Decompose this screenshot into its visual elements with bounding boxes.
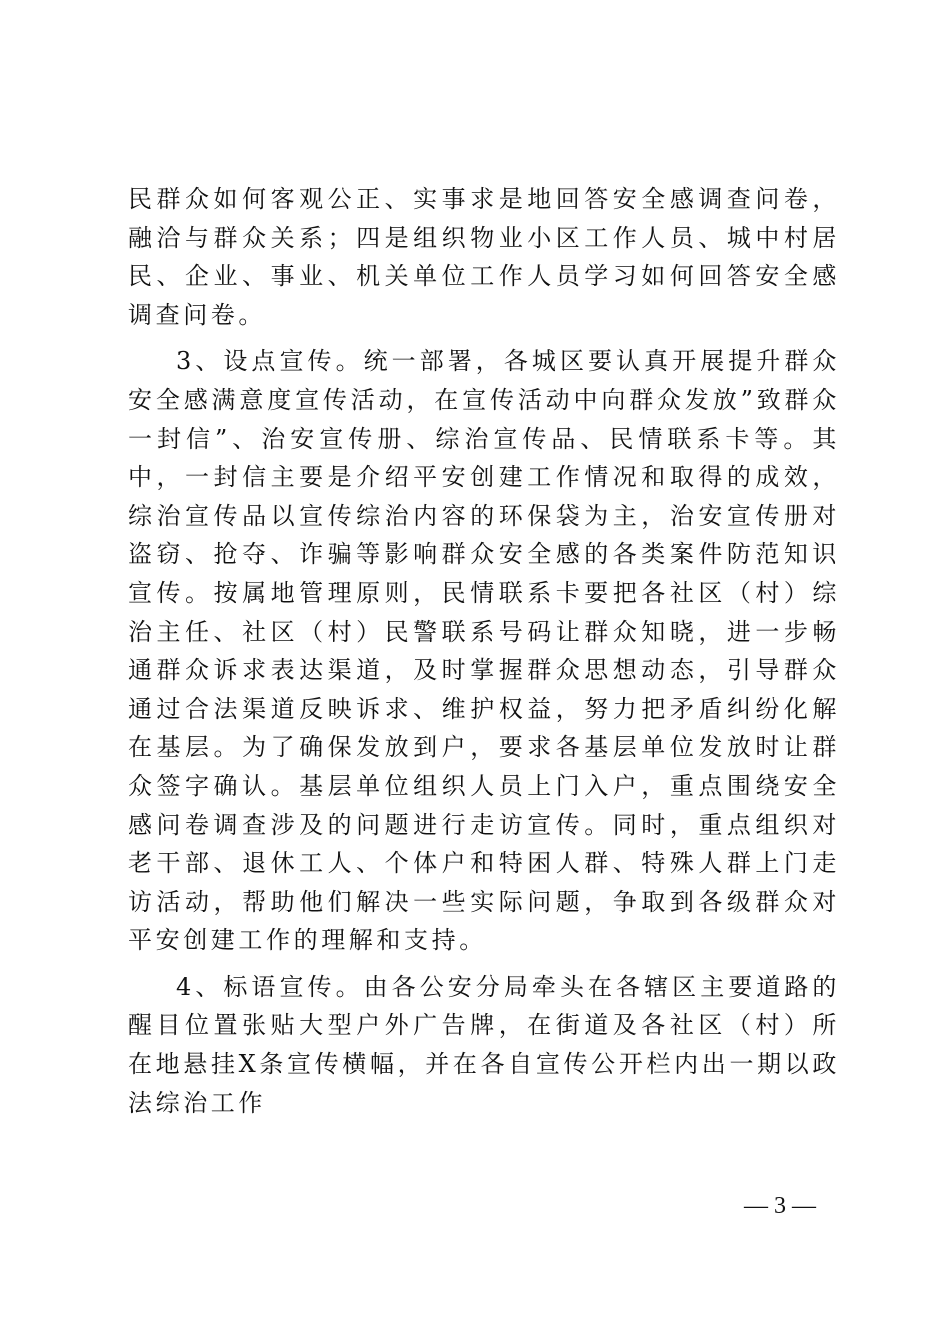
page-number: — 3 — — [744, 1193, 816, 1219]
paragraph-continuation: 民群众如何客观公正、实事求是地回答安全感调查问卷，融洽与群众关系；四是组织物业小区工作人员、城中村居民、企业、事业、机关单位工作人员学习如何回答安全感调查问卷。 — [128, 185, 840, 329]
document-body — [128, 180, 840, 1122]
paragraph-item-4: 4、标语宣传。由各公安分局牵头在各辖区主要道路的醒目位置张贴大型户外广告牌，在街道及各社区（村）所在地悬挂X条宣传横幅，并在各自宣传公开栏内出一期以政法综治工作 — [128, 972, 840, 1117]
paragraph-item-3: 3、设点宣传。统一部署，各城区要认真开展提升群众安全感满意度宣传活动，在宣传活动中向群众发放”致群众一封信”、治安宣传册、综治宣传品、民情联系卡等。其中，一封信主要是介绍平安创建工作情况和取得的成效，综治宣传品以宣传综治内容的环保袋为主，治安宣传册对盗窃、抢夺、诈骗等影响群众安全感的各类案件防范知识宣传。按属地管理原则，民情联系卡要把各社区（村）综治主任、社区（村）民警联系号码让群众知晓，进一步畅通群众诉求表达渠道，及时掌握群众思想动态，引导群众通过合法渠道反映诉求、维护权益，努力把矛盾纠纷化解在基层。为了确保发放到户，要求各基层单位发放时让群众签字确认。基层单位组织人员上门入户，重点围绕安全感问卷调查涉及的问题进行走访宣传。同时，重点组织对老干部、退休工人、个体户和特困人群、特殊人群上门走访活动，帮助他们解决一些实际问题，争取到各级群众对平安创建工作的理解和支持。 — [128, 347, 840, 955]
